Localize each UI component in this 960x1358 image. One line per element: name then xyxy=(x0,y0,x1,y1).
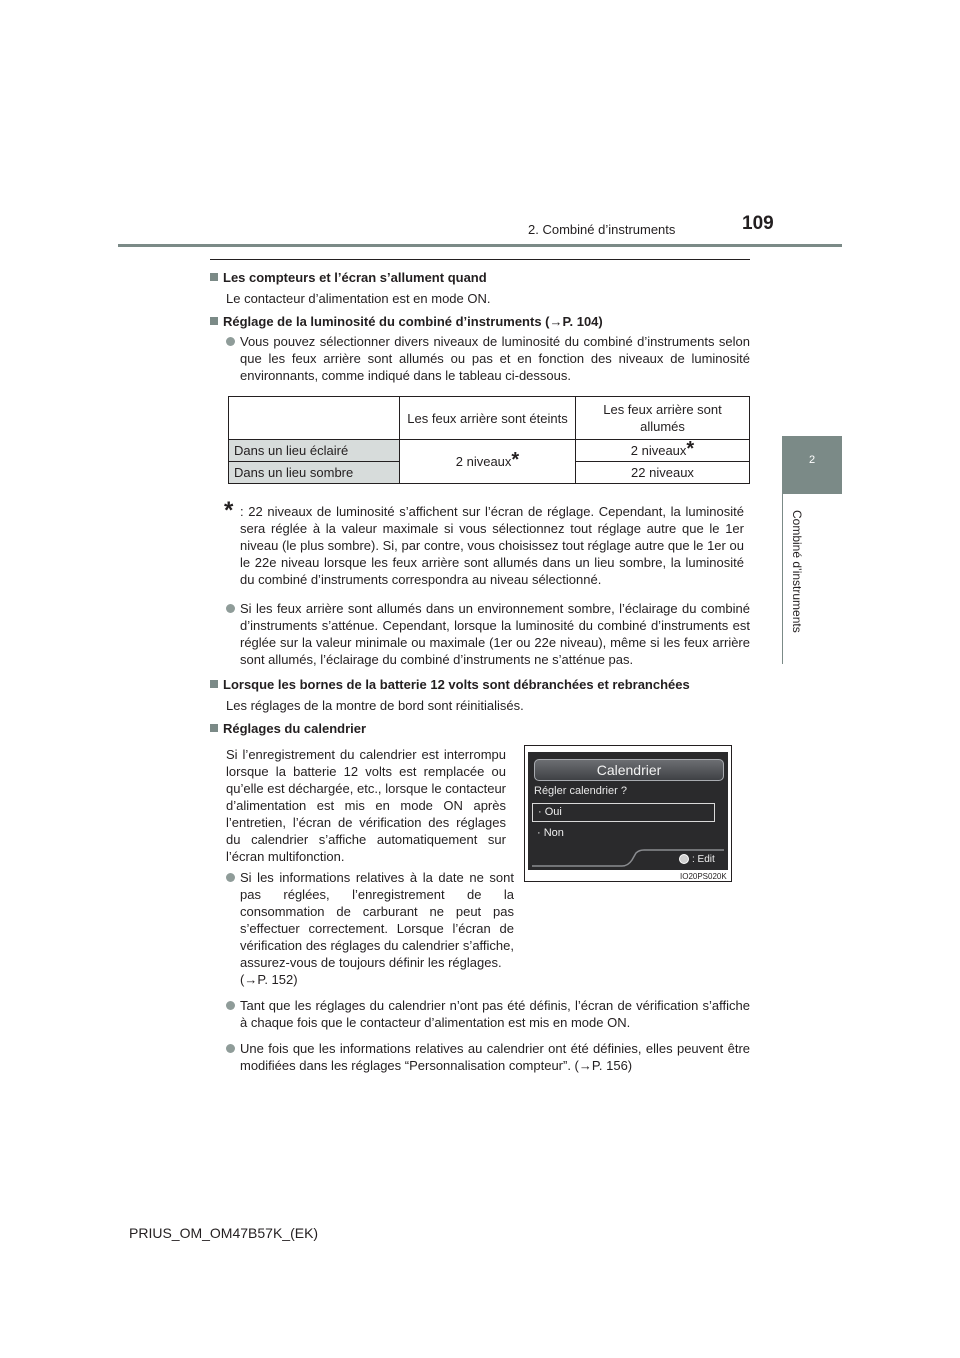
screen-question: Régler calendrier ? xyxy=(534,785,627,797)
table-corner-cell xyxy=(229,397,400,440)
bullet-calendrier-2: Tant que les réglages du calendrier n’ont pas été définis, l’écran de vérification s’affiche à chaque fois que le contacteur d’alimentation est mis en mode ON. xyxy=(240,998,750,1030)
round-bullet-icon xyxy=(226,1001,235,1010)
chapter-tab-number: 2 xyxy=(808,454,816,466)
bullet-calendrier-3: Une fois que les informations relatives au calendrier ont été définies, elles peuvent être modifiées dans les réglages “Personnalisation compteur”. (→P. 156) xyxy=(240,1041,750,1073)
header-rule xyxy=(118,244,842,247)
cell-value: 2 niveaux xyxy=(455,454,512,469)
heading-text: Lorsque les bornes de la batterie 12 volts sont débranchées et rebranchées xyxy=(223,677,690,692)
section-heading-calendrier xyxy=(210,720,366,737)
square-bullet-icon xyxy=(210,724,218,732)
table-header-allumes: Les feux arrière sont allumés xyxy=(576,397,750,440)
knob-icon xyxy=(679,854,689,864)
page-reference: (→P. 152) xyxy=(240,972,298,987)
cell-value: 2 niveaux xyxy=(630,443,687,458)
section-body-calendrier: Si l’enregistrement du calendrier est interrompu lorsque la batterie 12 volts est remplacée ou qu’elle est déchargée, etc., lorsque le contacteur d’alimentation est mis en mode ON après l’entretien, l’écran de vérification des réglages du calendrier s’affiche automatiquement sur l’écran multifonction. xyxy=(226,747,506,864)
round-bullet-icon xyxy=(226,873,235,882)
image-code: IO20PS020K xyxy=(680,872,727,881)
round-bullet-icon xyxy=(226,604,235,613)
square-bullet-icon xyxy=(210,680,218,688)
round-bullet-icon xyxy=(226,1044,235,1053)
screen-option-oui: · Oui xyxy=(532,803,715,822)
section-heading-compteurs xyxy=(210,269,487,286)
square-bullet-icon xyxy=(210,273,218,281)
chapter-tab-label: Combiné d’instruments xyxy=(790,510,804,633)
screen-title: Calendrier xyxy=(534,759,724,781)
bullet-text: Si les informations relatives à la date ne sont pas réglées, l’enregistrement de la consommation de carburant ne peut pas s’effectuer correctement. Lorsque l’écran de vérification des réglages du calendrier s’affiche, assurez-vous de toujours définir les réglages. xyxy=(240,870,514,970)
table-header-eteints: Les feux arrière sont éteints xyxy=(400,397,576,440)
heading-text: Réglages du calendrier xyxy=(223,721,367,736)
table-cell-sombre-allumes: 22 niveaux xyxy=(576,462,750,484)
table-row xyxy=(229,440,750,462)
table-cell-eclaire-allumes xyxy=(576,440,750,462)
brightness-table xyxy=(228,396,750,484)
bullet-luminosite-2: Si les feux arrière sont allumés dans un environnement sombre, l’éclairage du combiné d’instruments s’atténue. Cependant, lorsque la luminosité du combiné d’instruments est réglée sur la valeur minimale ou maximale (1er ou 22e niveau), même si les feux arrière sont allumés, l’éclairage du combiné d’instruments ne s’atténue pas. xyxy=(240,601,750,667)
round-bullet-icon xyxy=(226,337,235,346)
bullet-calendrier-1 xyxy=(240,869,514,988)
table-header-row xyxy=(229,397,750,440)
footnote-star: * xyxy=(511,449,520,471)
footnote-text: : 22 niveaux de luminosité s’affichent sur l’écran de réglage. Cependant, la luminosité sera réglée à la valeur maximale si vous sélectionnez tout réglage autre que le 1er niveau (le plus sombre). Si, par contre, vous choisissez tout réglage autre que le 1er ou le 22e niveau lorsque les feux arrière sont allumés dans un lieu sombre, la luminosité du combiné d’instruments correspondra au niveau sélectionné. xyxy=(240,504,744,587)
footnote-star: * xyxy=(686,438,695,460)
page-number: 109 xyxy=(742,213,774,234)
screen-option-non: · Non xyxy=(537,827,564,839)
table-row-label-eclaire: Dans un lieu éclairé xyxy=(229,440,400,462)
section-heading-luminosite xyxy=(210,313,603,330)
bullet-luminosite-1: Vous pouvez sélectionner divers niveaux de luminosité du combiné d’instruments selon que les feux arrière sont allumés ou pas et en fonction des niveaux de luminosité environnants, comme indiqué dans le tableau ci-dessous. xyxy=(240,334,750,383)
square-bullet-icon xyxy=(210,317,218,325)
table-cell-merged xyxy=(400,440,576,484)
content-rule xyxy=(210,259,750,260)
document-code: PRIUS_OM_OM47B57K_(EK) xyxy=(129,1225,319,1241)
section-heading-batterie xyxy=(210,676,690,693)
table-row-label-sombre: Dans un lieu sombre xyxy=(229,462,400,484)
footnote-marker: * xyxy=(224,497,234,524)
section-body-batterie: Les réglages de la montre de bord sont réinitialisés. xyxy=(226,698,524,713)
heading-text: Les compteurs et l’écran s’allument quand xyxy=(223,270,487,285)
screen-edit-label: : Edit xyxy=(692,854,715,865)
heading-text: Réglage de la luminosité du combiné d’instruments (→P. 104) xyxy=(223,314,603,329)
chapter-title: 2. Combiné d’instruments xyxy=(528,222,676,237)
section-body-compteurs: Le contacteur d’alimentation est en mode ON. xyxy=(226,291,491,306)
